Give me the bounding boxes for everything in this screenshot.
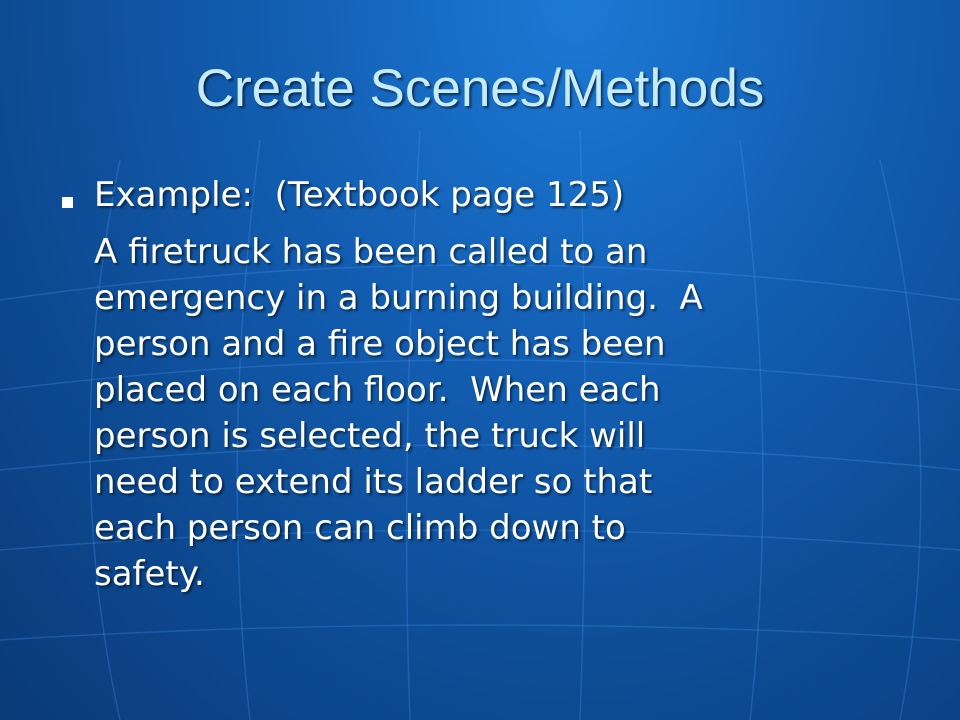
square-bullet-icon [62,197,73,208]
bullet-item [56,172,916,218]
bullet-text: Example: (Textbook page 125) [94,175,625,215]
paragraph-line: person is selected, the truck will [94,416,646,456]
paragraph-line: placed on each floor. When each [94,370,661,410]
paragraph-line: need to extend its ladder so that [94,462,653,502]
paragraph-line: A firetruck has been called to an [94,232,648,272]
paragraph-line: emergency in a burning building. A [94,278,703,318]
slide-title: Create Scenes/Methods [195,59,765,118]
slide-body [56,172,916,597]
paragraph-line: safety. [94,554,205,594]
paragraph-line: each person can climb down to [94,508,626,548]
paragraph-line: person and a fire object has been [94,324,666,364]
bullet-paragraph [94,229,884,597]
